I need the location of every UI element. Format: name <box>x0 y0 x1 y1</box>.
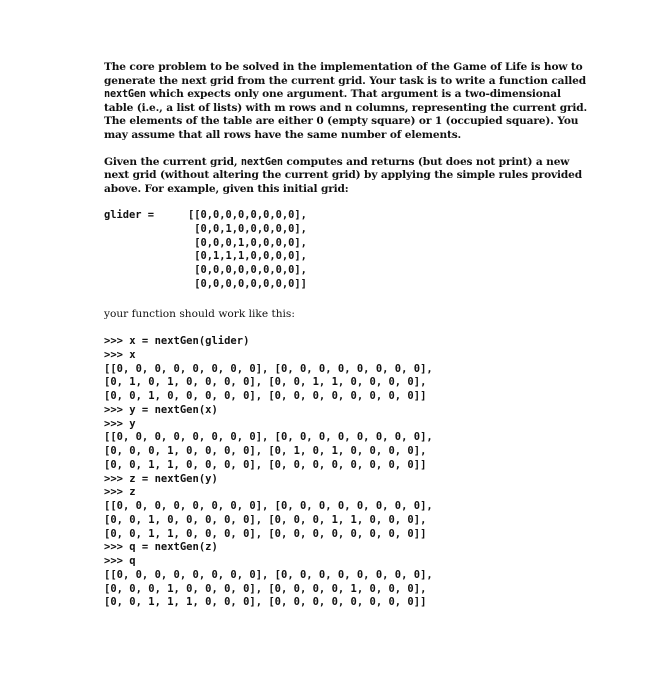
glider-row: [0,0,1,0,0,0,0,0], <box>188 223 307 236</box>
output-line: [0, 0, 1, 0, 0, 0, 0, 0], [0, 0, 0, 0, 0, 0, 0, 0]] <box>104 390 427 403</box>
paragraph-line <box>104 169 583 183</box>
problem-description-paragraph <box>104 61 588 143</box>
output-line: [0, 0, 1, 1, 1, 0, 0, 0], [0, 0, 0, 0, 0, 0, 0, 0]] <box>104 596 427 609</box>
glider-row: [0,1,1,1,0,0,0,0], <box>188 250 307 263</box>
text-segment: The core problem to be solved in the implementation of the Game of Life is how to <box>104 61 583 73</box>
next-gen-description-paragraph <box>104 155 583 197</box>
prompt-line: >>> x <box>104 348 136 361</box>
prompt-line: >>> z <box>104 486 136 499</box>
paragraph-line <box>104 183 546 197</box>
document-page <box>104 61 588 610</box>
output-line: [[0, 0, 0, 0, 0, 0, 0, 0], [0, 0, 0, 0, 0, 0, 0, 0], <box>104 568 433 581</box>
text-segment: next grid (without altering the current grid) by applying the simple rules provided <box>104 169 583 182</box>
output-line: [[0, 0, 0, 0, 0, 0, 0, 0], [0, 0, 0, 0, 0, 0, 0, 0], <box>104 362 433 375</box>
paragraph-line <box>104 115 579 129</box>
output-line: [[0, 0, 0, 0, 0, 0, 0, 0], [0, 0, 0, 0, 0, 0, 0, 0], <box>104 431 433 444</box>
interpreter-session <box>104 335 546 610</box>
paragraph-line <box>104 129 546 143</box>
paragraph-line <box>104 101 588 116</box>
prompt-line: >>> q <box>104 555 136 568</box>
output-line: [[0, 0, 0, 0, 0, 0, 0, 0], [0, 0, 0, 0, 0, 0, 0, 0], <box>104 500 433 513</box>
prompt-line: >>> z = nextGen(y) <box>104 472 218 485</box>
text-segment: computes and returns (but does not print) a new <box>282 155 570 168</box>
text-segment: above. For example, given this initial grid: <box>104 182 349 195</box>
paragraph-line <box>104 61 583 75</box>
inline-code: nextGen <box>104 89 146 101</box>
output-line: [0, 0, 1, 1, 0, 0, 0, 0], [0, 0, 0, 0, 0, 0, 0, 0]] <box>104 458 427 471</box>
paragraph-line <box>104 155 570 170</box>
output-line: [0, 0, 1, 1, 0, 0, 0, 0], [0, 0, 0, 0, 0, 0, 0, 0]] <box>104 527 427 540</box>
glider-row: [0,0,0,1,0,0,0,0], <box>188 236 307 249</box>
text-segment: may assume that all rows have the same number of elements. <box>104 128 462 141</box>
output-line: [0, 1, 0, 1, 0, 0, 0, 0], [0, 0, 1, 1, 0, 0, 0, 0], <box>104 376 427 389</box>
example-intro-text: your function should work like this: <box>104 307 295 320</box>
inline-code: nextGen <box>240 156 283 168</box>
output-line: [0, 0, 0, 1, 0, 0, 0, 0], [0, 1, 0, 1, 0, 0, 0, 0], <box>104 445 427 458</box>
paragraph-line <box>104 88 561 102</box>
text-segment: The elements of the table are either 0 (empty square) or 1 (occupied square). You <box>104 115 579 128</box>
prompt-line: >>> y = nextGen(x) <box>104 403 218 416</box>
output-line: [0, 0, 1, 0, 0, 0, 0, 0], [0, 0, 0, 1, 1, 0, 0, 0], <box>104 513 427 526</box>
text-segment: Given the current grid, <box>104 155 241 168</box>
text-segment: table (i.e., a list of lists) with m rows and n columns, representing the current grid. <box>104 101 588 114</box>
text-segment: generate the next grid from the current grid. Your task is to write a function called <box>104 74 586 87</box>
glider-grid <box>188 209 307 291</box>
paragraph-line <box>104 74 586 89</box>
glider-definition <box>104 209 546 291</box>
glider-row: [0,0,0,0,0,0,0,0], <box>188 264 307 277</box>
text-segment: which expects only one argument. That argument is a two-dimensional <box>145 88 561 101</box>
prompt-line: >>> y <box>104 417 136 430</box>
output-line: [0, 0, 0, 1, 0, 0, 0, 0], [0, 0, 0, 0, 1, 0, 0, 0], <box>104 582 427 595</box>
prompt-line: >>> x = nextGen(glider) <box>104 335 250 348</box>
prompt-line: >>> q = nextGen(z) <box>104 541 218 554</box>
glider-label: glider = <box>104 209 155 222</box>
glider-row: [[0,0,0,0,0,0,0,0], <box>188 209 307 222</box>
glider-row: [0,0,0,0,0,0,0,0]] <box>188 277 307 290</box>
